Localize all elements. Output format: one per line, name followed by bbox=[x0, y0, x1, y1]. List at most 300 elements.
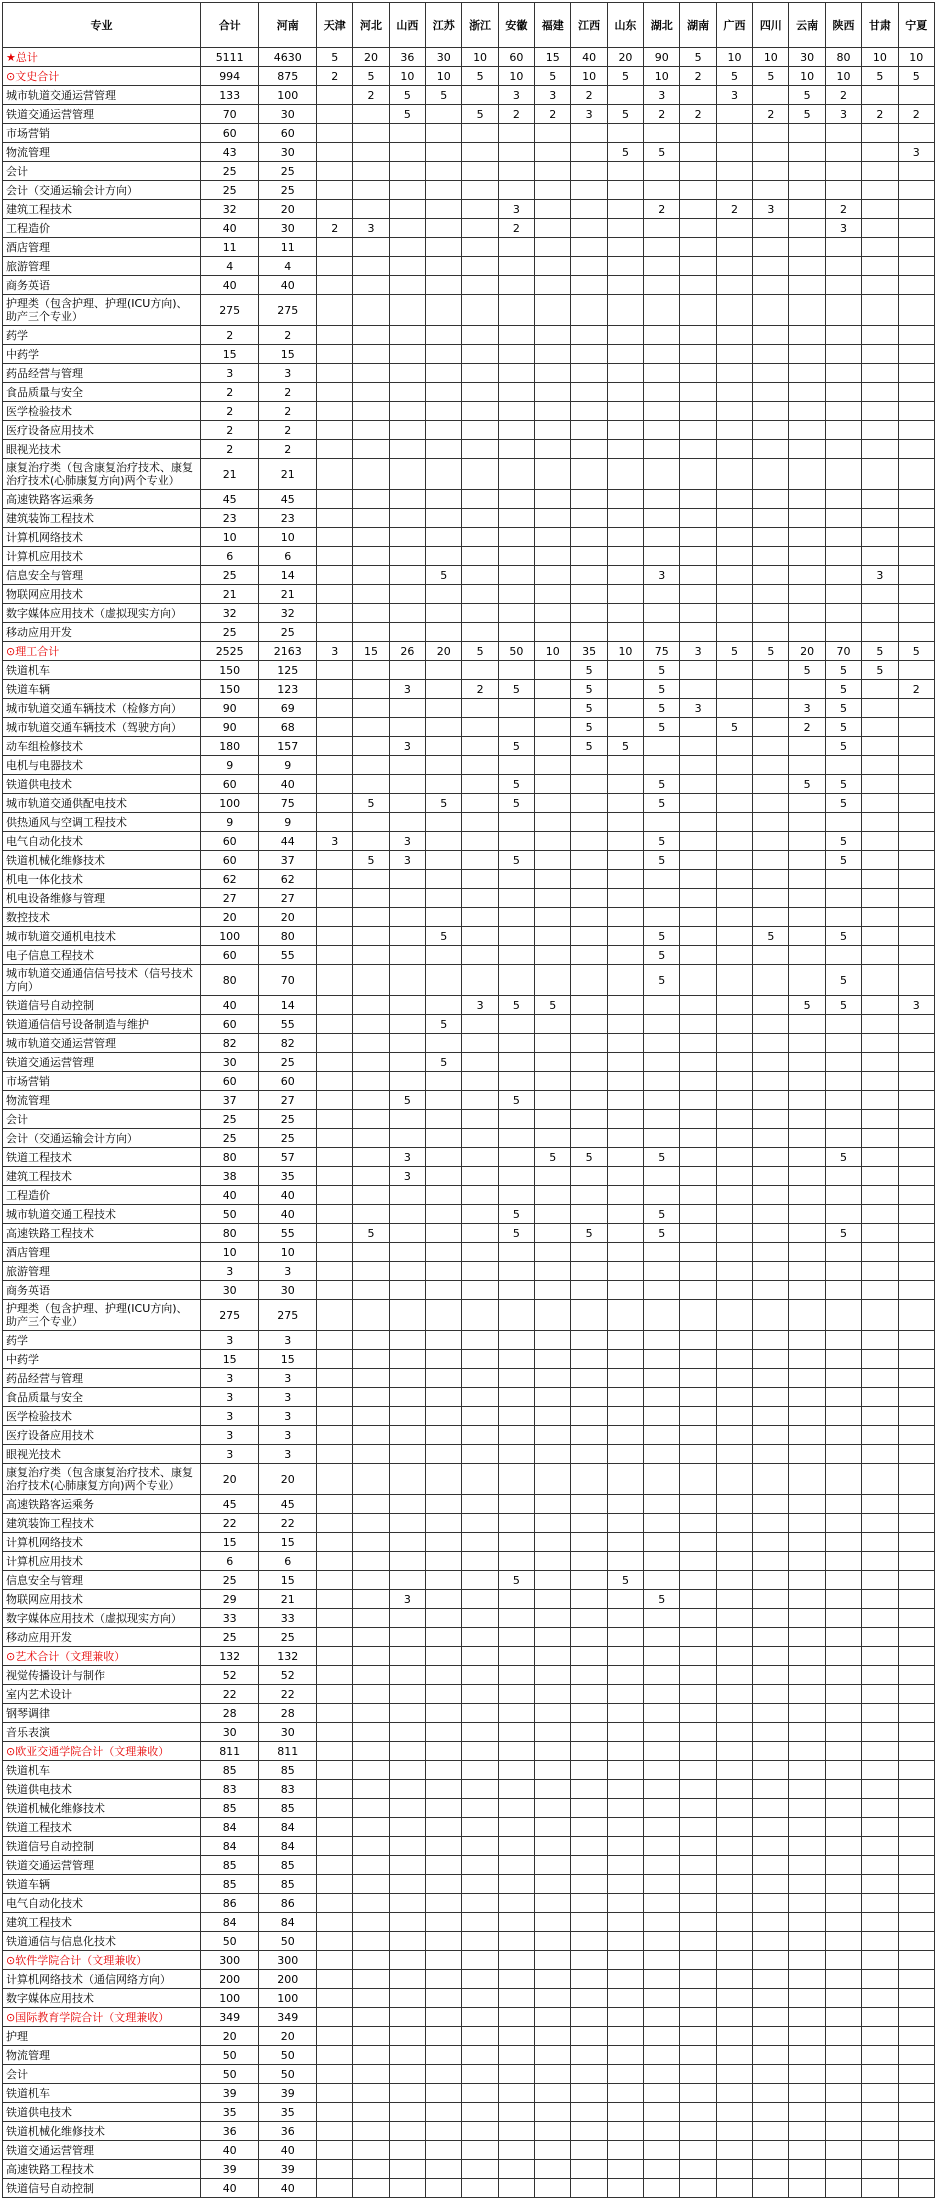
quota-cell bbox=[680, 1407, 716, 1426]
total-cell: 80 bbox=[200, 965, 259, 996]
quota-cell bbox=[389, 219, 425, 238]
total-cell: 994 bbox=[200, 67, 259, 86]
quota-cell bbox=[898, 509, 934, 528]
quota-cell: 3 bbox=[644, 566, 680, 585]
table-row bbox=[3, 1186, 935, 1205]
quota-cell bbox=[789, 1186, 825, 1205]
quota-cell bbox=[389, 1761, 425, 1780]
quota-cell bbox=[644, 219, 680, 238]
quota-cell bbox=[571, 547, 607, 566]
table-row bbox=[3, 775, 935, 794]
quota-cell bbox=[535, 813, 571, 832]
quota-cell bbox=[462, 509, 498, 528]
quota-cell bbox=[317, 1129, 353, 1148]
quota-cell bbox=[353, 1262, 389, 1281]
quota-cell bbox=[644, 1053, 680, 1072]
quota-cell bbox=[571, 1647, 607, 1666]
quota-cell bbox=[462, 1300, 498, 1331]
total-cell: 25 bbox=[200, 162, 259, 181]
quota-cell bbox=[862, 1369, 898, 1388]
quota-cell bbox=[644, 1129, 680, 1148]
quota-cell bbox=[753, 1723, 789, 1742]
major-name-cell: 中药学 bbox=[3, 345, 201, 364]
quota-cell bbox=[716, 1799, 752, 1818]
quota-cell bbox=[426, 1685, 462, 1704]
quota-cell bbox=[535, 965, 571, 996]
major-name-cell: 城市轨道交通车辆技术（驾驶方向） bbox=[3, 718, 201, 737]
quota-cell bbox=[389, 2046, 425, 2065]
quota-cell bbox=[825, 1818, 861, 1837]
major-name-cell: 城市轨道交通供配电技术 bbox=[3, 794, 201, 813]
quota-cell: 5 bbox=[644, 661, 680, 680]
total-cell: 3 bbox=[200, 1262, 259, 1281]
quota-cell bbox=[644, 364, 680, 383]
quota-cell bbox=[317, 1837, 353, 1856]
quota-cell bbox=[498, 2027, 534, 2046]
quota-cell bbox=[535, 1015, 571, 1034]
major-name-cell: 音乐表演 bbox=[3, 1723, 201, 1742]
quota-cell bbox=[426, 1761, 462, 1780]
quota-cell bbox=[644, 162, 680, 181]
quota-cell bbox=[716, 699, 752, 718]
quota-cell bbox=[571, 1685, 607, 1704]
quota-cell bbox=[498, 756, 534, 775]
major-name-cell: 城市轨道交通车辆技术（检修方向） bbox=[3, 699, 201, 718]
quota-cell bbox=[462, 851, 498, 870]
quota-cell: 5 bbox=[862, 642, 898, 661]
quota-cell bbox=[789, 200, 825, 219]
quota-cell bbox=[535, 1704, 571, 1723]
quota-cell bbox=[898, 1761, 934, 1780]
quota-cell bbox=[644, 1186, 680, 1205]
quota-cell bbox=[898, 1281, 934, 1300]
quota-cell bbox=[389, 1281, 425, 1300]
quota-cell bbox=[753, 345, 789, 364]
quota-cell bbox=[716, 889, 752, 908]
quota-cell bbox=[825, 1053, 861, 1072]
quota-cell bbox=[716, 1369, 752, 1388]
quota-cell bbox=[462, 699, 498, 718]
quota-cell bbox=[535, 326, 571, 345]
quota-cell bbox=[789, 162, 825, 181]
quota-cell bbox=[644, 1647, 680, 1666]
quota-cell: 36 bbox=[389, 48, 425, 67]
quota-cell bbox=[607, 1015, 643, 1034]
quota-cell bbox=[389, 1951, 425, 1970]
quota-cell bbox=[644, 1091, 680, 1110]
quota-cell bbox=[644, 1951, 680, 1970]
quota-cell bbox=[607, 908, 643, 927]
quota-cell bbox=[898, 1837, 934, 1856]
major-name-cell: 商务英语 bbox=[3, 276, 201, 295]
total-cell: 10 bbox=[200, 1243, 259, 1262]
quota-cell bbox=[317, 1628, 353, 1647]
major-name-cell: 铁道车辆 bbox=[3, 680, 201, 699]
quota-cell bbox=[898, 1426, 934, 1445]
major-name-cell: 铁道车辆 bbox=[3, 1875, 201, 1894]
quota-cell bbox=[898, 219, 934, 238]
quota-cell: 4 bbox=[259, 257, 317, 276]
quota-cell bbox=[571, 585, 607, 604]
major-name-cell: 康复治疗类（包含康复治疗技术、康复治疗技术(心肺康复方向)两个专业） bbox=[3, 1464, 201, 1495]
quota-cell: 5 bbox=[716, 718, 752, 737]
quota-cell bbox=[498, 1818, 534, 1837]
total-cell: 25 bbox=[200, 566, 259, 585]
quota-cell bbox=[353, 927, 389, 946]
quota-cell bbox=[789, 326, 825, 345]
quota-cell: 21 bbox=[259, 585, 317, 604]
total-cell: 9 bbox=[200, 813, 259, 832]
subtotal-row bbox=[3, 1951, 935, 1970]
quota-cell bbox=[825, 1110, 861, 1129]
quota-cell bbox=[753, 1970, 789, 1989]
quota-cell bbox=[571, 528, 607, 547]
quota-cell bbox=[898, 2084, 934, 2103]
quota-cell bbox=[825, 870, 861, 889]
quota-cell: 5 bbox=[571, 718, 607, 737]
quota-cell: 5 bbox=[825, 680, 861, 699]
quota-cell: 30 bbox=[259, 219, 317, 238]
quota-cell: 5 bbox=[862, 67, 898, 86]
table-row bbox=[3, 1053, 935, 1072]
quota-cell bbox=[353, 547, 389, 566]
quota-cell bbox=[462, 1350, 498, 1369]
quota-cell bbox=[753, 1818, 789, 1837]
quota-cell: 85 bbox=[259, 1761, 317, 1780]
quota-cell bbox=[462, 1464, 498, 1495]
quota-cell bbox=[462, 889, 498, 908]
quota-cell bbox=[317, 1091, 353, 1110]
quota-cell bbox=[317, 699, 353, 718]
quota-cell bbox=[535, 889, 571, 908]
quota-cell bbox=[353, 1243, 389, 1262]
quota-cell bbox=[317, 794, 353, 813]
quota-cell bbox=[825, 1034, 861, 1053]
quota-cell bbox=[825, 2084, 861, 2103]
quota-cell: 811 bbox=[259, 1742, 317, 1761]
major-name-cell: 医疗设备应用技术 bbox=[3, 1426, 201, 1445]
quota-cell bbox=[535, 1053, 571, 1072]
total-cell: 85 bbox=[200, 1799, 259, 1818]
quota-cell bbox=[898, 813, 934, 832]
quota-cell: 40 bbox=[259, 2179, 317, 2198]
quota-cell: 125 bbox=[259, 661, 317, 680]
quota-cell bbox=[716, 1262, 752, 1281]
quota-cell bbox=[498, 1932, 534, 1951]
quota-cell bbox=[898, 2160, 934, 2179]
quota-cell bbox=[680, 1186, 716, 1205]
quota-cell: 25 bbox=[259, 1110, 317, 1129]
quota-cell bbox=[535, 1445, 571, 1464]
quota-cell bbox=[753, 908, 789, 927]
quota-cell bbox=[825, 1932, 861, 1951]
quota-cell bbox=[644, 1723, 680, 1742]
quota-cell bbox=[462, 1167, 498, 1186]
quota-cell bbox=[825, 440, 861, 459]
quota-cell bbox=[680, 1388, 716, 1407]
quota-cell bbox=[535, 1110, 571, 1129]
quota-cell bbox=[498, 295, 534, 326]
table-row bbox=[3, 1300, 935, 1331]
quota-cell bbox=[716, 1167, 752, 1186]
table-row bbox=[3, 1894, 935, 1913]
table-row bbox=[3, 143, 935, 162]
total-cell: 40 bbox=[200, 2141, 259, 2160]
quota-cell bbox=[353, 124, 389, 143]
quota-cell bbox=[353, 1742, 389, 1761]
quota-cell bbox=[862, 162, 898, 181]
quota-cell bbox=[498, 2046, 534, 2065]
total-cell: 39 bbox=[200, 2160, 259, 2179]
quota-cell bbox=[535, 566, 571, 585]
quota-cell bbox=[462, 1989, 498, 2008]
quota-cell bbox=[462, 1445, 498, 1464]
quota-cell bbox=[644, 1015, 680, 1034]
quota-cell bbox=[680, 1590, 716, 1609]
table-row bbox=[3, 1129, 935, 1148]
quota-cell bbox=[426, 1072, 462, 1091]
quota-cell bbox=[716, 1590, 752, 1609]
total-cell: 349 bbox=[200, 2008, 259, 2027]
major-name-cell: 铁道机械化维修技术 bbox=[3, 2122, 201, 2141]
quota-cell bbox=[389, 1533, 425, 1552]
quota-cell bbox=[789, 547, 825, 566]
quota-cell bbox=[571, 2103, 607, 2122]
quota-cell bbox=[716, 1148, 752, 1167]
quota-cell bbox=[389, 1704, 425, 1723]
quota-cell bbox=[498, 528, 534, 547]
quota-cell bbox=[607, 775, 643, 794]
major-name-cell: 城市轨道交通机电技术 bbox=[3, 927, 201, 946]
quota-cell bbox=[789, 1464, 825, 1495]
quota-cell bbox=[498, 604, 534, 623]
quota-cell bbox=[862, 1780, 898, 1799]
quota-cell bbox=[317, 200, 353, 219]
quota-cell bbox=[862, 257, 898, 276]
major-name-cell: 铁道机械化维修技术 bbox=[3, 1799, 201, 1818]
subtotal-row bbox=[3, 1647, 935, 1666]
quota-cell bbox=[535, 1856, 571, 1875]
quota-cell bbox=[389, 1407, 425, 1426]
quota-cell bbox=[389, 1932, 425, 1951]
quota-cell bbox=[389, 566, 425, 585]
quota-cell bbox=[426, 996, 462, 1015]
total-cell: 25 bbox=[200, 1628, 259, 1647]
quota-cell bbox=[462, 661, 498, 680]
quota-cell: 5 bbox=[789, 996, 825, 1015]
quota-cell bbox=[607, 1970, 643, 1989]
total-cell: 50 bbox=[200, 2065, 259, 2084]
quota-cell bbox=[317, 946, 353, 965]
quota-cell bbox=[317, 680, 353, 699]
quota-cell bbox=[680, 604, 716, 623]
quota-cell bbox=[607, 2103, 643, 2122]
quota-cell bbox=[426, 1388, 462, 1407]
quota-cell bbox=[426, 2008, 462, 2027]
quota-cell bbox=[898, 1799, 934, 1818]
quota-cell bbox=[353, 345, 389, 364]
quota-cell bbox=[644, 2046, 680, 2065]
major-name-cell: 商务英语 bbox=[3, 1281, 201, 1300]
quota-cell bbox=[389, 528, 425, 547]
quota-cell bbox=[862, 1407, 898, 1426]
quota-cell bbox=[462, 946, 498, 965]
quota-cell bbox=[498, 1780, 534, 1799]
total-cell: 60 bbox=[200, 832, 259, 851]
total-cell: 84 bbox=[200, 1913, 259, 1932]
major-name-cell: 室内艺术设计 bbox=[3, 1685, 201, 1704]
quota-cell bbox=[317, 345, 353, 364]
quota-cell bbox=[825, 2122, 861, 2141]
quota-cell bbox=[389, 1224, 425, 1243]
quota-cell: 55 bbox=[259, 1224, 317, 1243]
table-row bbox=[3, 1989, 935, 2008]
total-cell: 811 bbox=[200, 1742, 259, 1761]
table-row bbox=[3, 965, 935, 996]
quota-cell bbox=[353, 756, 389, 775]
quota-cell bbox=[753, 143, 789, 162]
quota-cell bbox=[426, 832, 462, 851]
quota-cell bbox=[607, 794, 643, 813]
quota-cell bbox=[789, 1110, 825, 1129]
quota-cell bbox=[498, 326, 534, 345]
quota-cell bbox=[353, 1300, 389, 1331]
quota-cell bbox=[716, 459, 752, 490]
quota-cell: 20 bbox=[789, 642, 825, 661]
table-row bbox=[3, 257, 935, 276]
quota-cell bbox=[317, 1970, 353, 1989]
major-name-cell: 食品质量与安全 bbox=[3, 1388, 201, 1407]
quota-cell bbox=[353, 965, 389, 996]
quota-cell bbox=[535, 1780, 571, 1799]
quota-cell bbox=[462, 1875, 498, 1894]
quota-cell bbox=[789, 1034, 825, 1053]
major-name-cell: 电机与电器技术 bbox=[3, 756, 201, 775]
quota-cell bbox=[753, 1224, 789, 1243]
quota-cell bbox=[716, 2027, 752, 2046]
quota-cell bbox=[426, 295, 462, 326]
table-row bbox=[3, 295, 935, 326]
quota-cell bbox=[680, 1205, 716, 1224]
quota-cell bbox=[535, 2179, 571, 2198]
major-name-cell: 城市轨道交通通信信号技术（信号技术方向） bbox=[3, 965, 201, 996]
quota-cell bbox=[498, 1186, 534, 1205]
quota-cell bbox=[789, 1533, 825, 1552]
quota-cell: 2 bbox=[259, 326, 317, 345]
quota-cell bbox=[571, 851, 607, 870]
quota-cell: 2 bbox=[680, 105, 716, 124]
quota-cell bbox=[462, 440, 498, 459]
quota-cell bbox=[644, 1571, 680, 1590]
quota-cell bbox=[571, 1894, 607, 1913]
quota-cell bbox=[862, 851, 898, 870]
quota-cell bbox=[498, 1856, 534, 1875]
quota-cell bbox=[426, 200, 462, 219]
quota-cell bbox=[898, 2179, 934, 2198]
table-row bbox=[3, 1818, 935, 1837]
table-row bbox=[3, 1262, 935, 1281]
quota-cell bbox=[462, 1818, 498, 1837]
quota-cell bbox=[317, 105, 353, 124]
quota-cell bbox=[862, 402, 898, 421]
quota-cell: 5 bbox=[607, 105, 643, 124]
quota-cell bbox=[716, 2122, 752, 2141]
quota-cell bbox=[789, 2084, 825, 2103]
quota-cell: 3 bbox=[317, 832, 353, 851]
quota-cell bbox=[498, 2179, 534, 2198]
total-cell: 29 bbox=[200, 1590, 259, 1609]
quota-cell: 3 bbox=[716, 86, 752, 105]
quota-cell bbox=[535, 1932, 571, 1951]
quota-cell bbox=[862, 1837, 898, 1856]
quota-cell bbox=[862, 124, 898, 143]
total-cell: 60 bbox=[200, 851, 259, 870]
header-hebei: 河北 bbox=[353, 3, 389, 48]
quota-cell bbox=[389, 1571, 425, 1590]
quota-cell bbox=[462, 528, 498, 547]
table-row bbox=[3, 1761, 935, 1780]
quota-cell bbox=[389, 1666, 425, 1685]
quota-cell bbox=[571, 1129, 607, 1148]
quota-cell bbox=[498, 1281, 534, 1300]
quota-cell: 3 bbox=[389, 737, 425, 756]
quota-cell bbox=[426, 718, 462, 737]
table-row bbox=[3, 509, 935, 528]
quota-cell bbox=[571, 402, 607, 421]
quota-cell bbox=[353, 1780, 389, 1799]
quota-cell bbox=[680, 1666, 716, 1685]
quota-cell: 2 bbox=[825, 86, 861, 105]
quota-cell bbox=[498, 1053, 534, 1072]
quota-cell bbox=[389, 1331, 425, 1350]
table-row bbox=[3, 421, 935, 440]
quota-cell bbox=[535, 162, 571, 181]
quota-cell bbox=[462, 2046, 498, 2065]
quota-cell bbox=[353, 143, 389, 162]
quota-cell bbox=[535, 2122, 571, 2141]
quota-cell bbox=[680, 143, 716, 162]
quota-cell bbox=[426, 1445, 462, 1464]
quota-cell: 2 bbox=[571, 86, 607, 105]
quota-cell bbox=[353, 1799, 389, 1818]
quota-cell bbox=[862, 459, 898, 490]
quota-cell bbox=[862, 604, 898, 623]
quota-cell bbox=[716, 124, 752, 143]
quota-cell bbox=[571, 1053, 607, 1072]
quota-cell bbox=[716, 345, 752, 364]
quota-cell bbox=[535, 1799, 571, 1818]
quota-cell bbox=[898, 1388, 934, 1407]
quota-cell bbox=[898, 1034, 934, 1053]
quota-cell bbox=[535, 1262, 571, 1281]
quota-cell bbox=[644, 1875, 680, 1894]
quota-cell bbox=[789, 813, 825, 832]
quota-cell bbox=[462, 200, 498, 219]
quota-cell bbox=[716, 1666, 752, 1685]
quota-cell bbox=[862, 1647, 898, 1666]
quota-cell bbox=[716, 1742, 752, 1761]
quota-cell bbox=[898, 1742, 934, 1761]
quota-cell bbox=[716, 832, 752, 851]
table-row bbox=[3, 680, 935, 699]
quota-cell bbox=[716, 1818, 752, 1837]
quota-cell: 39 bbox=[259, 2160, 317, 2179]
quota-cell bbox=[680, 1350, 716, 1369]
quota-cell bbox=[535, 1723, 571, 1742]
quota-cell bbox=[571, 200, 607, 219]
quota-cell: 50 bbox=[259, 1932, 317, 1951]
quota-cell: 157 bbox=[259, 737, 317, 756]
